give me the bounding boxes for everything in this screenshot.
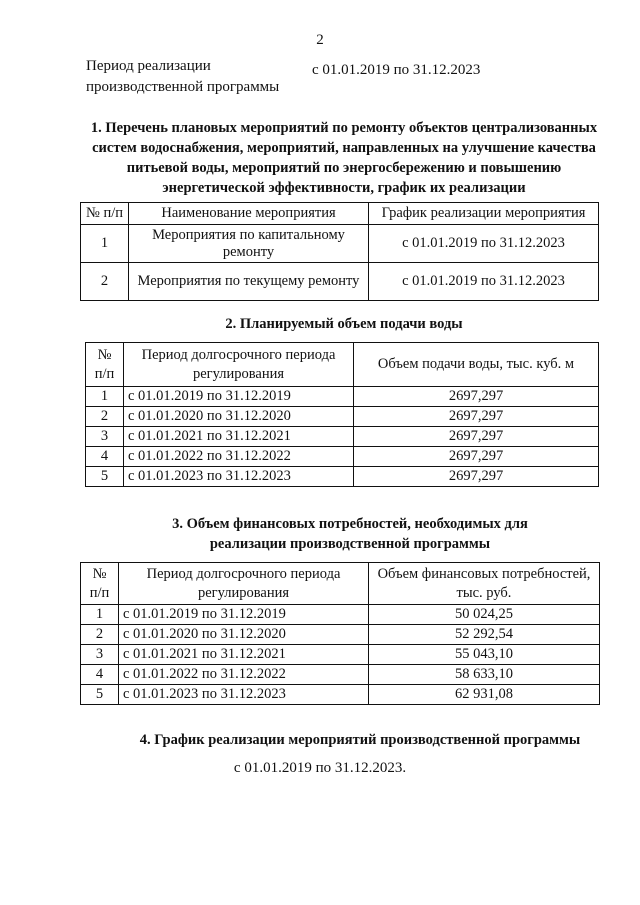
section1-title: 1. Перечень плановых мероприятий по ремонту объектов централизованных систем водоснабжения, мероприятий, направленных на улучшение качества питьевой воды, мероприятий по энергосбережению и повышению энергетической эффективности, график их реализации	[90, 120, 598, 196]
table-header: № п/п	[86, 343, 124, 387]
table-row	[81, 645, 600, 665]
period-value: с 01.01.2019 по 31.12.2023	[312, 62, 481, 78]
table-cell: с 01.01.2020 по 31.12.2020	[119, 625, 369, 645]
table-cell: с 01.01.2022 по 31.12.2022	[124, 447, 354, 467]
table-header: № п/п	[81, 203, 129, 225]
table-cell: 1	[81, 605, 119, 625]
table-cell: 5	[81, 685, 119, 705]
table-cell: с 01.01.2019 по 31.12.2019	[124, 387, 354, 407]
table-header: Период долгосрочного периода регулирования	[124, 343, 354, 387]
table-cell: 4	[86, 447, 124, 467]
table-cell: 2697,297	[354, 467, 599, 487]
table-cell: с 01.01.2023 по 31.12.2023	[124, 467, 354, 487]
table-header: Объем финансовых потребностей, тыс. руб.	[369, 563, 600, 605]
table-row	[81, 225, 599, 263]
table-cell: Мероприятия по капитальному ремонту	[129, 225, 369, 263]
table-row	[81, 685, 600, 705]
table-cell: 2	[86, 407, 124, 427]
table-row	[81, 625, 600, 645]
table-cell: с 01.01.2022 по 31.12.2022	[119, 665, 369, 685]
table-row	[81, 263, 599, 301]
table-cell: 52 292,54	[369, 625, 600, 645]
table-cell: 2697,297	[354, 447, 599, 467]
table-row	[86, 387, 599, 407]
table-row	[86, 447, 599, 467]
table-cell: 62 931,08	[369, 685, 600, 705]
table-cell: с 01.01.2020 по 31.12.2020	[124, 407, 354, 427]
section4-text: с 01.01.2019 по 31.12.2023.	[233, 760, 407, 776]
table-cell: 50 024,25	[369, 605, 600, 625]
table-cell: 2697,297	[354, 407, 599, 427]
table-header: № п/п	[81, 563, 119, 605]
table-cell: 3	[86, 427, 124, 447]
table-cell: с 01.01.2021 по 31.12.2021	[124, 427, 354, 447]
table-row	[86, 407, 599, 427]
table-header: Период долгосрочного периода регулирования	[119, 563, 369, 605]
water-volume-table	[85, 342, 599, 487]
page-number: 2	[316, 32, 324, 48]
section3-title: 3. Объем финансовых потребностей, необходимых для реализации производственной программы	[172, 516, 528, 552]
table-cell: с 01.01.2019 по 31.12.2019	[119, 605, 369, 625]
measures-table	[80, 202, 599, 301]
table-cell: 55 043,10	[369, 645, 600, 665]
table-row	[86, 427, 599, 447]
table-header: Объем подачи воды, тыс. куб. м	[354, 343, 599, 387]
table-cell: 58 633,10	[369, 665, 600, 685]
table-cell: 3	[81, 645, 119, 665]
table-cell: 5	[86, 467, 124, 487]
section4-title: 4. График реализации мероприятий производственной программы	[139, 732, 581, 748]
table-cell: с 01.01.2019 по 31.12.2023	[369, 225, 599, 263]
table-cell: с 01.01.2019 по 31.12.2023	[369, 263, 599, 301]
table-cell: с 01.01.2021 по 31.12.2021	[119, 645, 369, 665]
table-header: Наименование мероприятия	[129, 203, 369, 225]
table-cell: 2697,297	[354, 427, 599, 447]
financial-needs-table	[80, 562, 600, 705]
table-cell: 1	[81, 225, 129, 263]
period-label: Период реализации производственной программы	[86, 58, 280, 95]
table-row	[81, 605, 600, 625]
table-cell: 1	[86, 387, 124, 407]
table-cell: Мероприятия по текущему ремонту	[129, 263, 369, 301]
table-row	[81, 665, 600, 685]
table-cell: 2	[81, 625, 119, 645]
table-cell: с 01.01.2023 по 31.12.2023	[119, 685, 369, 705]
table-cell: 4	[81, 665, 119, 685]
table-cell: 2697,297	[354, 387, 599, 407]
section2-title: 2. Планируемый объем подачи воды	[225, 316, 463, 332]
table-cell: 2	[81, 263, 129, 301]
table-row	[86, 467, 599, 487]
table-header: График реализации мероприятия	[369, 203, 599, 225]
